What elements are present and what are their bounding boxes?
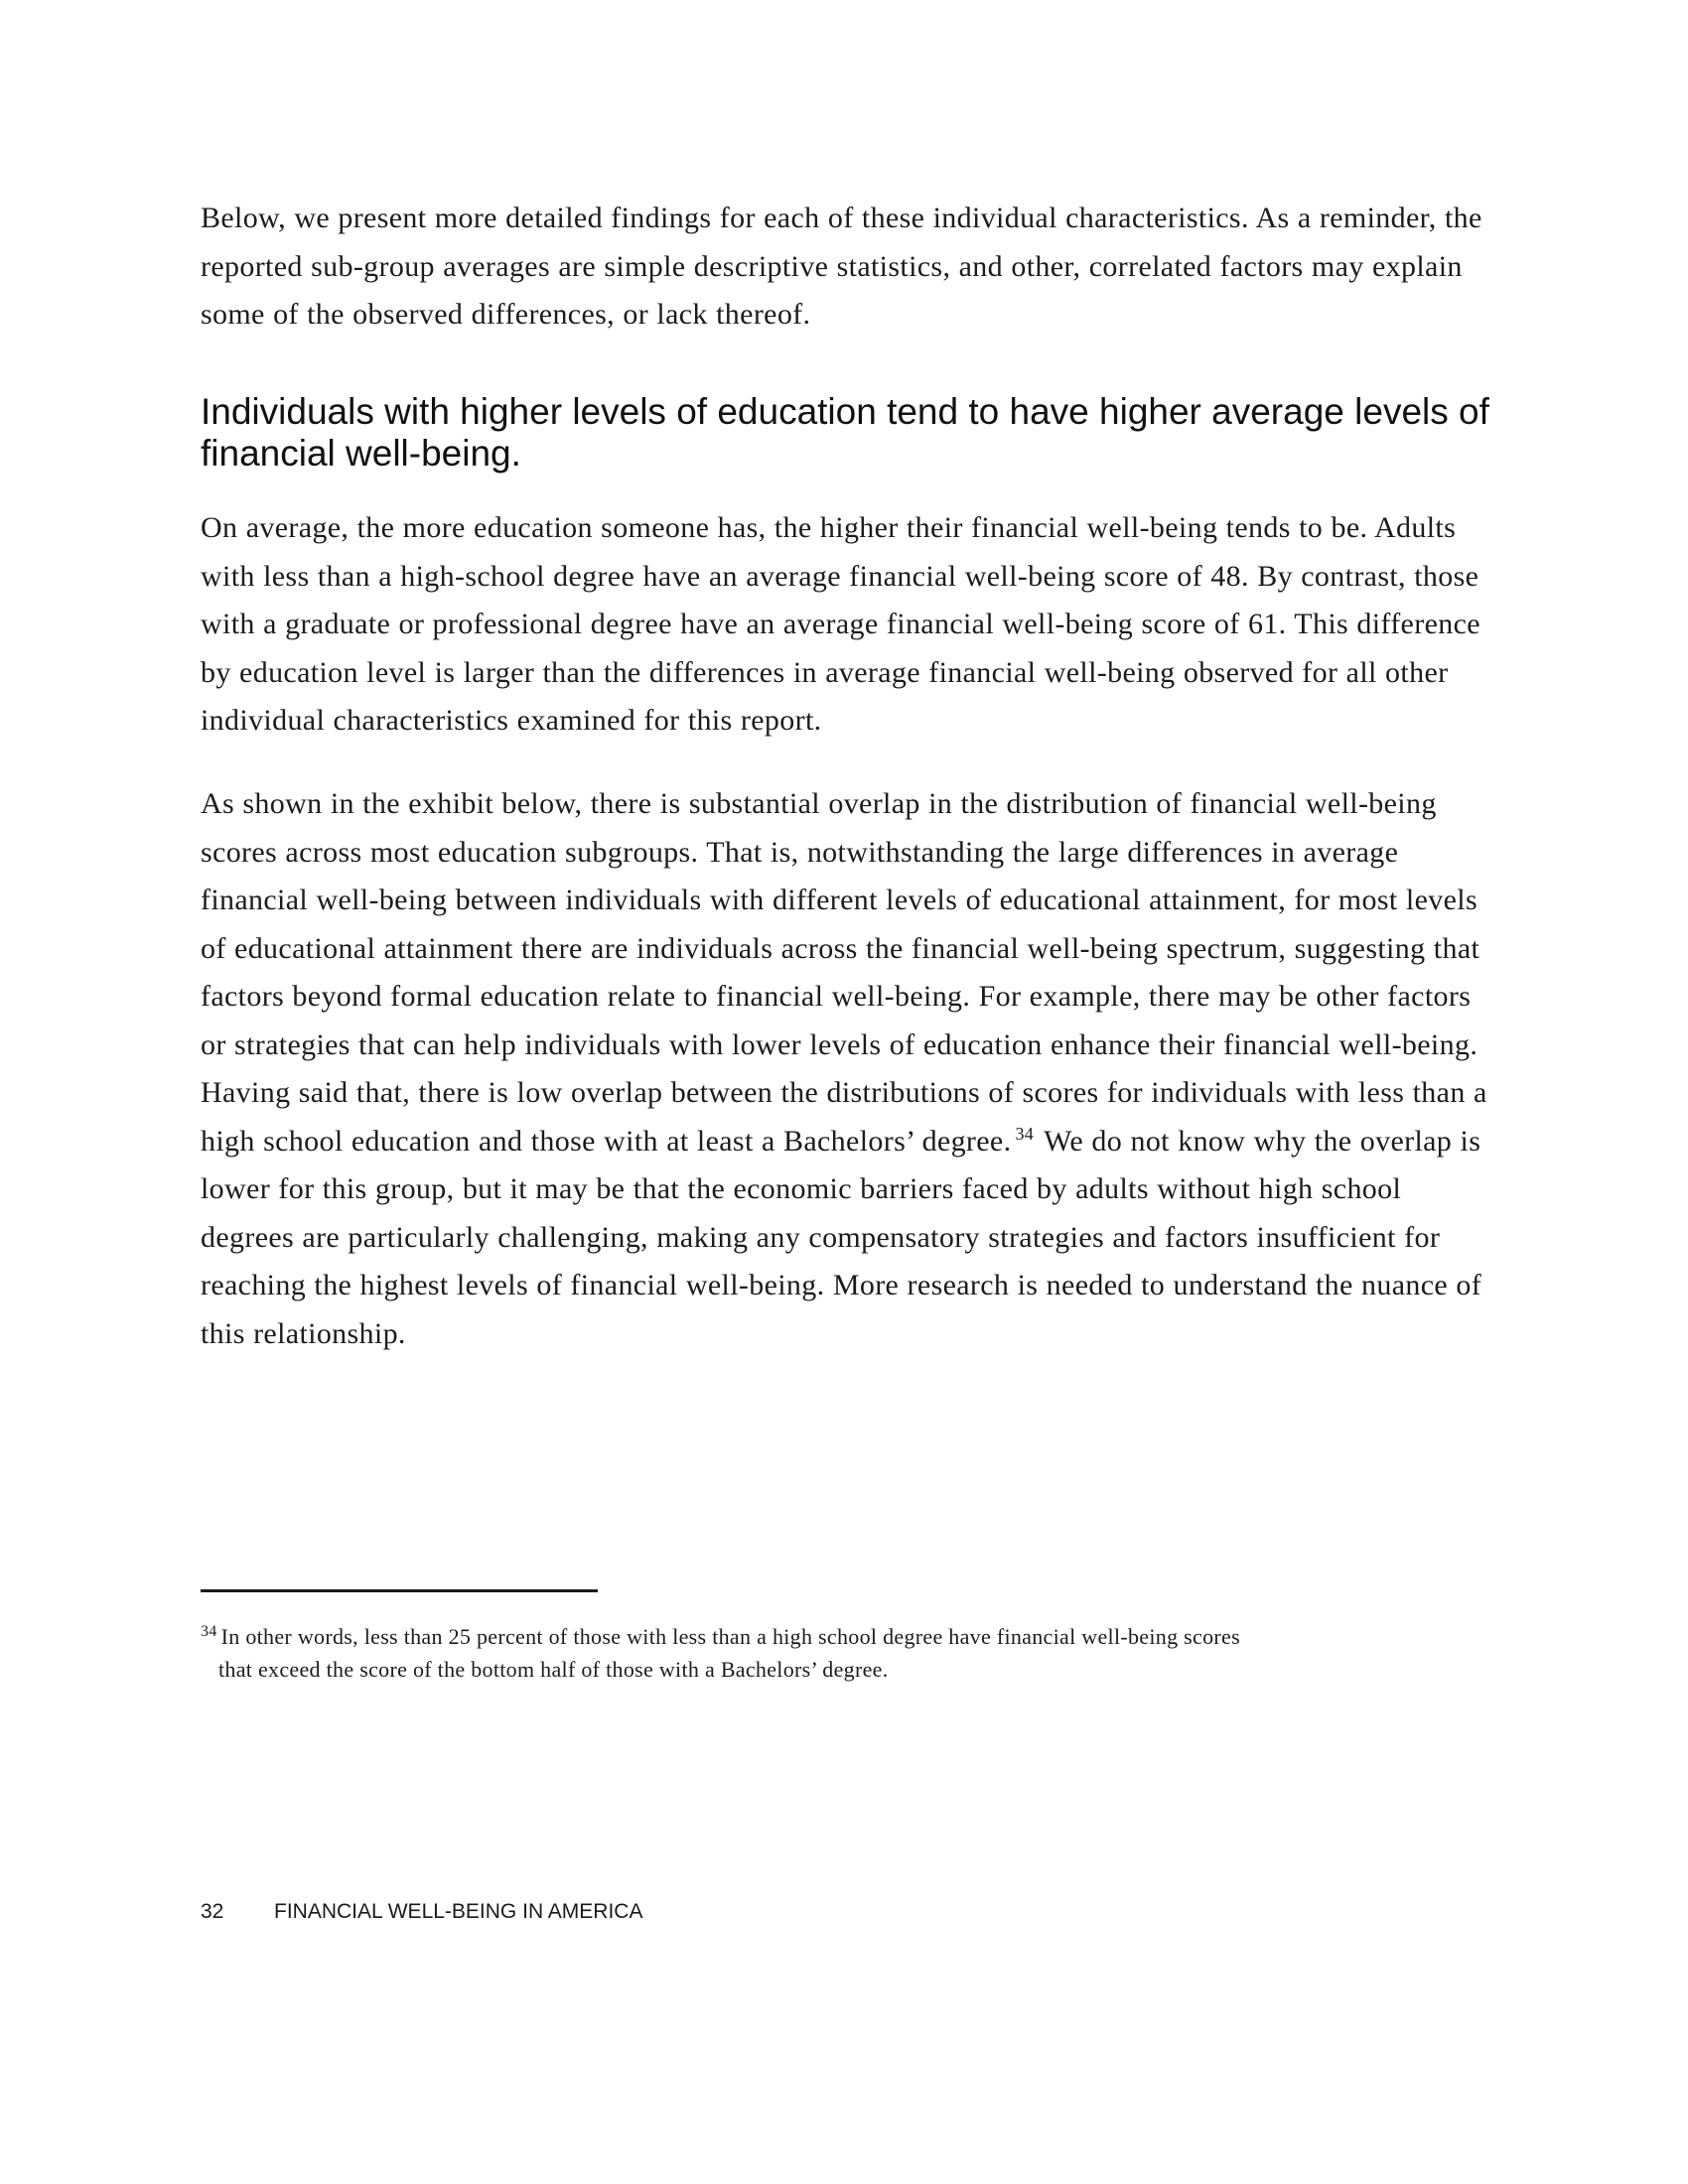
footnote-reference[interactable]: 34 [1015,1123,1035,1144]
footnote-line-1: In other words, less than 25 percent of those with less than a high school degree have financial well-being scores [220,1624,1240,1649]
overlap-paragraph [201,780,1491,1358]
education-paragraph: On average, the more education someone has, the higher their financial well-being tends to be. Adults with less than a high-school degree have an average financial well-being score of 48. By contrast, those with a graduate or professional degree have an average financial well-being score of 61. This difference by education level is larger than the differences in average financial well-being observed for all other individual characteristics examined for this report. [201,511,1480,737]
overlap-paragraph-part2: We do not know why the overlap is lower for this group, but it may be that the economic barriers faced by adults without high school degrees are particularly challenging, making any compensatory strategies and factors insufficient for reaching the highest levels of financial well-being. More research is needed to understand the nuance of this relationship. [201,1124,1482,1350]
footer-title: FINANCIAL WELL-BEING IN AMERICA [274,1900,643,1923]
footnote-line-2: that exceed the score of the bottom half of those with a Bachelors’ degree. [218,1657,889,1682]
section-heading: Individuals with higher levels of education tend to have higher average levels of financial well-being. [201,391,1489,474]
footnote-divider [201,1589,598,1592]
overlap-paragraph-part1: As shown in the exhibit below, there is substantial overlap in the distribution of financial well-being scores across most education subgroups. That is, notwithstanding the large differences in average financial well-being between individuals with different levels of educational attainment, for most levels of educational attainment there are individuals across the financial well-being spectrum, suggesting that factors beyond formal education relate to financial well-being. For example, there may be other factors or strategies that can help individuals with lower levels of education enhance their financial well-being. Having said that, there is low overlap between the distributions of scores for individuals with less than a high school education and those with at least a Bachelors’ degree. [201,787,1487,1158]
page-footer [201,1900,642,1924]
footnote [201,1620,1491,1686]
page-number: 32 [201,1900,224,1923]
intro-paragraph: Below, we present more detailed findings for each of these individual characteristics. As a reminder, the reported sub-group averages are simple descriptive statistics, and other, correlated factors may explain some of the observed differences, or lack thereof. [201,202,1482,331]
footnote-number: 34 [201,1622,217,1640]
